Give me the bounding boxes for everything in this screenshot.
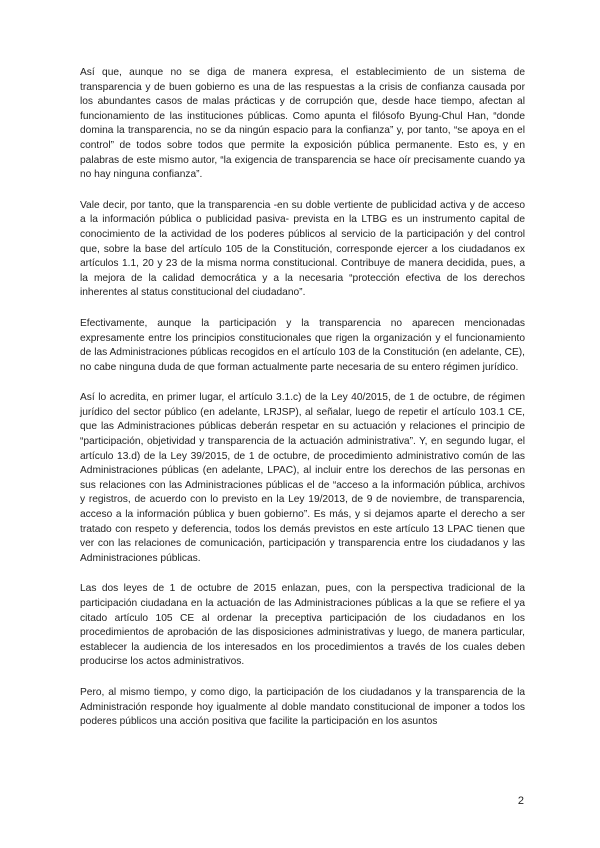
paragraph-2: Vale decir, por tanto, que la transparencia -en su doble vertiente de publicidad activa y de acceso a la información pública o publicidad pasiva- prevista en la LTBG es un instrumento capital de conocimiento de la actividad de los poderes públicos al servicio de la participación y del control que, sobre la base del artículo 105 de la Constitución, corresponde ejercer a los ciudadanos ex artículos 1.1, 20 y 23 de la misma norma constitucional. Contribuye de manera decidida, pues, a la mejora de la calidad democrática y a la necesaria “protección efectiva de los derechos inherentes al status constitucional del ciudadano”. <box>80 199 525 299</box>
page-number: 2 <box>517 795 524 807</box>
paragraph-4: Así lo acredita, en primer lugar, el artículo 3.1.c) de la Ley 40/2015, de 1 de octubre, de régimen jurídico del sector público (en adelante, LRJSP), al señalar, luego de repetir el artículo 103.1 CE, que las Administraciones públicas deberán respetar en su actuación y relaciones el principio de “participación, objetividad y transparencia de la actuación administrativa”. Y, en segundo lugar, el artículo 13.d) de la Ley 39/2015, de 1 de octubre, de procedimiento administrativo común de las Administraciones públicas (en adelante, LPAC), al incluir entre los derechos de las personas en sus relaciones con las Administraciones públicas el de “acceso a la información pública, archivos y registros, de acuerdo con lo previsto en la Ley 19/2013, de 9 de noviembre, de transparencia, acceso a la información pública y buen gobierno”. Es más, y si dejamos aparte el derecho a ser tratado con respeto y deferencia, todos los demás previstos en este artículo 13 LPAC tienen que ver con las relaciones de comunicación, participación y transparencia entre los ciudadanos y las Administraciones públicas. <box>80 392 525 564</box>
paragraph-1: Así que, aunque no se diga de manera expresa, el establecimiento de un sistema de transparencia y de buen gobierno es una de las respuestas a la crisis de confianza causada por los abundantes casos de malas prácticas y de corrupción que, desde hace tiempo, afectan al funcionamiento de las instituciones públicas. Como apunta el filósofo Byung-Chul Han, “donde domina la transparencia, no se da ningún espacio para la confianza” y, por tanto, “se apoya en el control” de todos sobre todos que permite la exposición pública permanente. Esto es, y en palabras de este mismo autor, “la exigencia de transparencia se hace oír precisamente cuando ya no hay ninguna confianza”. <box>80 67 525 181</box>
body-text <box>80 66 525 746</box>
paragraph-3: Efectivamente, aunque la participación y la transparencia no aparecen mencionadas expresamente entre los principios constitucionales que rigen la organización y el funcionamiento de las Administraciones públicas recogidos en el artículo 103 de la Constitución (en adelante, CE), no cabe ninguna duda de que forman actualmente parte necesaria de su entero régimen jurídico. <box>80 317 525 373</box>
paragraph-6: Pero, al mismo tiempo, y como digo, la participación de los ciudadanos y la transparencia de la Administración responde hoy igualmente al doble mandato constitucional de imponer a todos los poderes públicos una acción positiva que facilite la participación en los asuntos <box>80 686 525 728</box>
paragraph-5: Las dos leyes de 1 de octubre de 2015 enlazan, pues, con la perspectiva tradicional de la participación ciudadana en la actuación de las Administraciones públicas a la que se refiere el ya citado artículo 105 CE al ordenar la preceptiva participación de los ciudadanos en los procedimientos de aprobación de las disposiciones administrativas y luego, de manera particular, establecer la audiencia de los interesados en los procedimientos a través de los cuales deben producirse los actos administrativos. <box>80 583 525 668</box>
